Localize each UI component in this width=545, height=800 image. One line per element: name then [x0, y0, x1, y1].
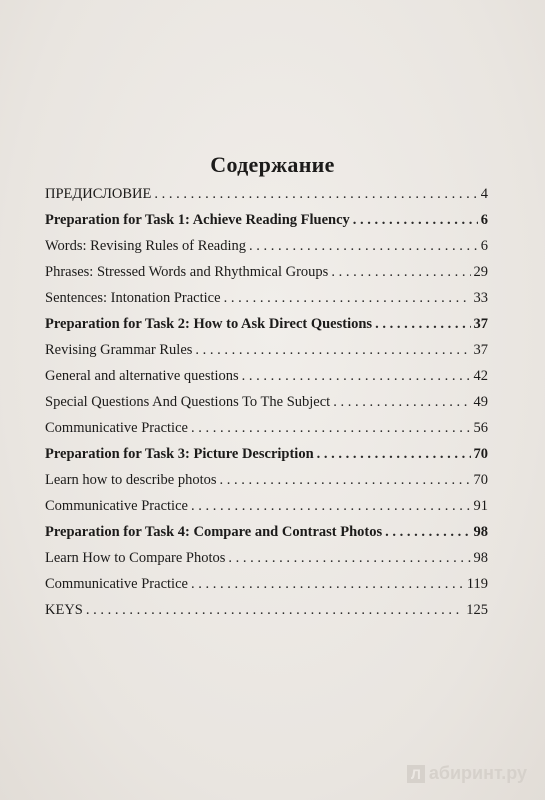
toc-leader-dots [191, 576, 464, 593]
toc-leader-dots [375, 316, 470, 333]
toc-entry [45, 394, 488, 420]
toc-entry [45, 264, 488, 290]
toc-entry-page: 98 [473, 524, 488, 540]
toc-entry [45, 368, 488, 394]
toc-entry [45, 498, 488, 524]
toc-entry [45, 524, 488, 550]
toc-leader-dots [242, 368, 471, 385]
toc-entry-page: 6 [480, 238, 488, 254]
toc-entry-page: 42 [473, 368, 488, 384]
toc-entry [45, 602, 488, 628]
toc-entry [45, 186, 488, 212]
toc-entry [45, 446, 488, 472]
toc-entry-page: 49 [473, 394, 488, 410]
toc-entry-title: Communicative Practice [45, 576, 188, 592]
toc-entry [45, 316, 488, 342]
toc-entry-page: 70 [473, 472, 488, 488]
toc-entry-title: Sentences: Intonation Practice [45, 290, 221, 306]
toc-leader-dots [220, 472, 471, 489]
toc-entry-title: Preparation for Task 2: How to Ask Direct Questions [45, 316, 373, 332]
toc-entry-page: 91 [473, 498, 488, 514]
toc-entry-title: Communicative Practice [45, 498, 188, 514]
toc-entry-page: 37 [473, 342, 488, 358]
toc-entry-page: 70 [473, 446, 488, 462]
toc-entry-title: Preparation for Task 3: Picture Description [45, 446, 314, 462]
toc-entry-title: KEYS [45, 602, 83, 618]
toc-entry-page: 33 [473, 290, 488, 306]
toc-leader-dots [249, 238, 478, 255]
toc-entry-title: Phrases: Stressed Words and Rhythmical Groups [45, 264, 329, 280]
toc-leader-dots [195, 342, 470, 359]
toc-leader-dots [333, 394, 470, 411]
toc-entry-title: Words: Revising Rules of Reading [45, 238, 247, 254]
toc-leader-dots [224, 290, 471, 307]
toc-entry-title: General and alternative questions [45, 368, 239, 384]
toc-leader-dots [317, 446, 471, 463]
toc-entry [45, 472, 488, 498]
toc-entry [45, 290, 488, 316]
toc-entry-page: 4 [480, 186, 488, 202]
toc-entry-page: 29 [473, 264, 488, 280]
toc-entry-page: 125 [466, 602, 488, 618]
toc-entry-page: 56 [473, 420, 488, 436]
watermark-logo-icon: Л [407, 765, 425, 783]
toc-entry-page: 37 [473, 316, 488, 332]
toc-leader-dots [191, 420, 471, 437]
toc-leader-dots [154, 186, 477, 203]
toc-leader-dots [331, 264, 470, 281]
toc-entry-title: Special Questions And Questions To The Subject [45, 394, 331, 410]
toc-entry-title: Preparation for Task 4: Compare and Contrast Photos [45, 524, 383, 540]
page-title: Содержание [210, 152, 335, 177]
toc-entry-title: Learn how to describe photos [45, 472, 217, 488]
toc-entry-title: Learn How to Compare Photos [45, 550, 226, 566]
toc-entry-title: Communicative Practice [45, 420, 188, 436]
toc-entry [45, 550, 488, 576]
toc-leader-dots [228, 550, 470, 567]
toc-entry-title: ПРЕДИСЛОВИЕ [45, 186, 152, 202]
watermark-text: абиринт.ру [428, 763, 527, 783]
toc-entry-page: 119 [466, 576, 488, 592]
toc-entry [45, 420, 488, 446]
watermark [407, 763, 527, 784]
toc-entry-title: Preparation for Task 1: Achieve Reading Fluency [45, 212, 350, 228]
toc-leader-dots [191, 498, 471, 515]
toc-entry [45, 212, 488, 238]
toc-leader-dots [385, 524, 470, 541]
toc-entry-page: 6 [480, 212, 488, 228]
toc-entry [45, 576, 488, 602]
toc-entry [45, 342, 488, 368]
toc-leader-dots [86, 602, 463, 619]
toc-entry-page: 98 [473, 550, 488, 566]
table-of-contents [45, 186, 488, 628]
toc-entry [45, 238, 488, 264]
toc-leader-dots [353, 212, 478, 229]
toc-entry-title: Revising Grammar Rules [45, 342, 193, 358]
